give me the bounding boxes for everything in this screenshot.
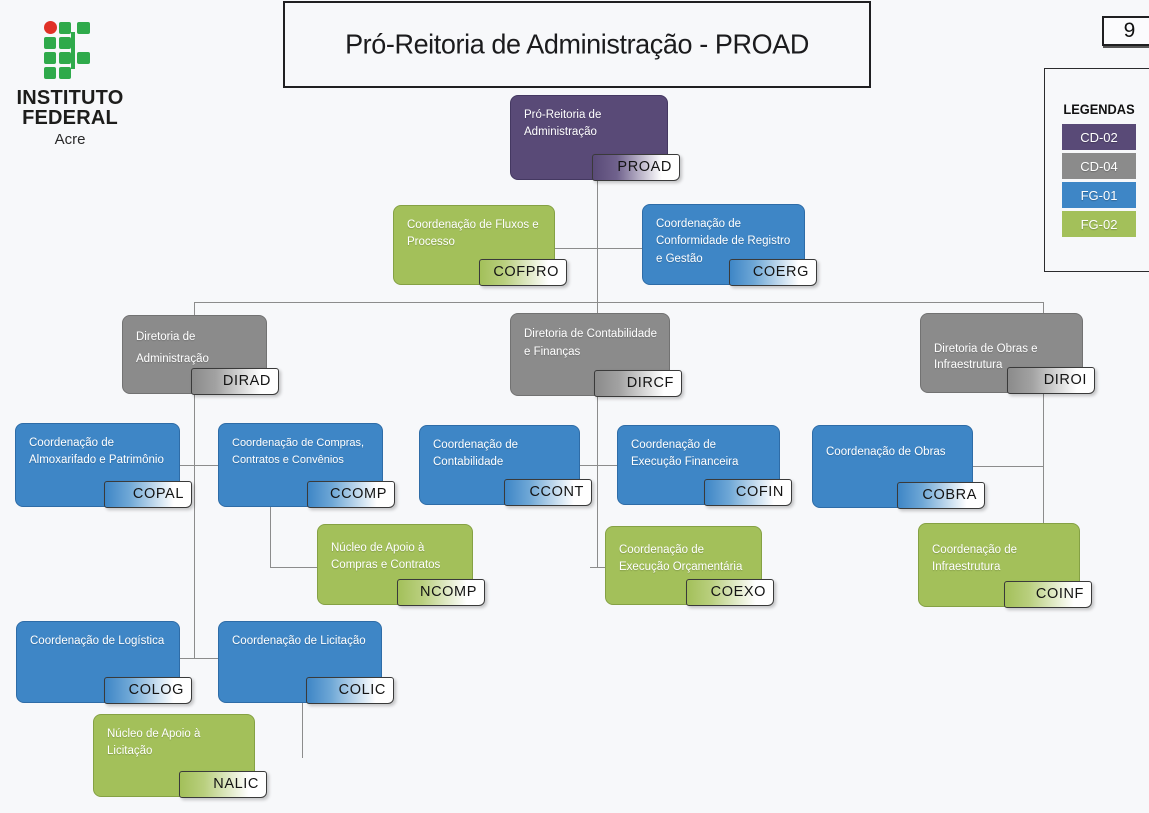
logo-square-icon	[59, 67, 71, 79]
connector-colog-colic	[180, 658, 218, 659]
logo-square-icon	[77, 22, 90, 34]
logo-wordmark	[8, 88, 132, 148]
org-node-dirad-code-tab: DIRAD	[191, 368, 279, 395]
org-node-proad-name: Pró-Reitoria de Administração	[524, 109, 602, 139]
org-node-ncomp-name: Núcleo de Apoio à Compras e Contratos	[331, 542, 441, 572]
org-node-nalic	[93, 714, 259, 797]
connector-ccomp-down	[270, 507, 271, 567]
org-node-nalic-name: Núcleo de Apoio à Licitação	[107, 728, 201, 758]
org-node-colog-code-tab: COLOG	[104, 677, 192, 704]
connector-ncomp	[270, 567, 317, 568]
org-node-ccomp-code-tab: CCOMP	[307, 481, 395, 508]
instituto-federal-logo	[0, 0, 160, 160]
org-node-proad	[510, 95, 672, 180]
org-node-coexo-name: Coordenação de Execução Orçamentária	[619, 544, 743, 574]
logo-f-stem-icon	[71, 32, 75, 69]
org-node-coerg	[642, 204, 809, 285]
org-node-colic-code-tab: COLIC	[306, 677, 394, 704]
org-node-cobra-name: Coordenação de Obras	[826, 446, 946, 458]
org-node-copal-name: Coordenação de Almoxarifado e Patrimônio	[29, 437, 164, 467]
logo-square-icon	[59, 22, 71, 34]
org-node-dirad-name: Diretoria de Administração	[136, 331, 209, 365]
org-node-coinf	[918, 523, 1084, 607]
org-node-cofpro	[393, 205, 559, 285]
logo-line-instituto: INSTITUTO	[16, 87, 124, 109]
connector-ccont-cofin	[580, 465, 617, 466]
page-number-box	[1102, 16, 1149, 46]
legend-swatches	[1062, 124, 1136, 240]
org-node-cofin	[617, 425, 784, 505]
org-node-coerg-code-tab: COERG	[729, 259, 817, 286]
connector-colic-down	[302, 703, 303, 758]
legend-item-cd04: CD-04	[1062, 153, 1136, 179]
logo-square-icon	[44, 67, 56, 79]
org-node-proad-code-tab: PROAD	[592, 154, 680, 181]
org-node-colog-name: Coordenação de Logística	[30, 635, 165, 647]
org-node-copal-code-tab: COPAL	[104, 481, 192, 508]
org-node-colic-name: Coordenação de Licitação	[232, 635, 366, 647]
org-node-diroi-name: Diretoria de Obras e Infraestrutura	[934, 343, 1038, 371]
logo-square-icon	[59, 52, 71, 64]
logo-line-campus: Acre	[54, 131, 86, 148]
org-node-cobra-code-tab: COBRA	[897, 482, 985, 509]
org-node-coinf-name: Coordenação de Infraestrutura	[932, 544, 1018, 574]
legend-box	[1044, 68, 1149, 272]
org-node-ccomp-name: Coordenação de Compras, Contratos e Convênios	[232, 437, 365, 466]
legend-item-fg02: FG-02	[1062, 211, 1136, 237]
org-node-cofin-code-tab: COFIN	[704, 479, 792, 506]
page-number: 9	[1123, 19, 1136, 42]
org-node-dircf	[510, 313, 674, 396]
org-node-dirad	[122, 315, 271, 394]
logo-square-icon	[77, 52, 90, 64]
org-node-diroi	[920, 313, 1087, 393]
org-node-cobra	[812, 425, 977, 508]
org-node-cofin-name: Coordenação de Execução Financeira	[631, 439, 739, 469]
org-node-cofpro-code-tab: COFPRO	[479, 259, 567, 286]
org-node-coinf-code-tab: COINF	[1004, 581, 1092, 608]
org-node-dircf-name: Diretoria de Contabilidade e Finanças	[524, 328, 657, 359]
legend-item-fg01: FG-01	[1062, 182, 1136, 208]
org-node-colog	[16, 621, 184, 703]
logo-line-federal: FEDERAL	[22, 107, 118, 129]
logo-square-icon	[44, 37, 56, 49]
logo-square-icon	[59, 37, 71, 49]
legend-item-cd02: CD-02	[1062, 124, 1136, 150]
connector-cobra	[973, 466, 1043, 467]
org-node-coexo	[605, 526, 766, 605]
logo-square-icon	[44, 52, 56, 64]
org-node-nalic-code-tab: NALIC	[179, 771, 267, 798]
logo-red-dot-icon	[44, 21, 57, 34]
org-node-copal	[15, 423, 184, 507]
org-node-ncomp-code-tab: NCOMP	[397, 579, 485, 606]
org-node-ncomp	[317, 524, 477, 605]
connector-directorates-horizontal	[194, 302, 1043, 303]
org-node-ccomp	[218, 423, 387, 507]
org-node-coexo-code-tab: COEXO	[686, 579, 774, 606]
chart-title: Pró-Reitoria de Administração - PROAD	[345, 28, 809, 60]
org-node-ccont-code-tab: CCONT	[504, 479, 592, 506]
connector-cofpro-coerg	[555, 248, 642, 249]
legend-title: LEGENDAS	[1063, 102, 1135, 117]
org-node-diroi-code-tab: DIROI	[1007, 367, 1095, 394]
org-node-ccont-name: Coordenação de Contabilidade	[433, 439, 519, 469]
org-node-coerg-name: Coordenação de Conformidade de Registro e Gestão	[656, 218, 791, 265]
org-node-dircf-code-tab: DIRCF	[594, 370, 682, 397]
org-node-cofpro-name: Coordenação de Fluxos e Processo	[407, 219, 539, 249]
org-node-colic	[218, 621, 386, 703]
connector-copal-ccomp	[180, 465, 218, 466]
org-node-ccont	[419, 425, 584, 505]
chart-title-box	[283, 1, 871, 88]
